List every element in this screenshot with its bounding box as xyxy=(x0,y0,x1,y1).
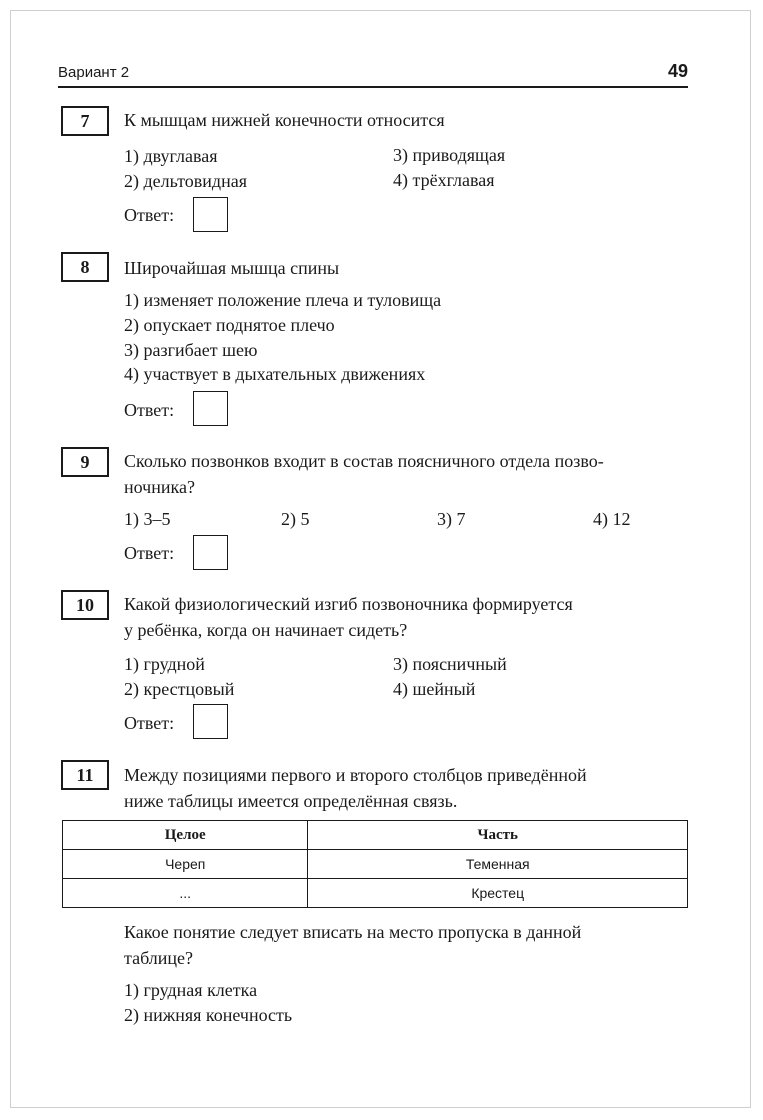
q10-answer-label: Ответ: xyxy=(124,713,175,733)
question-7-text: К мышцам нижней конечности относится xyxy=(124,110,445,130)
table-cell-blank: ... xyxy=(63,879,308,908)
q9-option-2: 2) 5 xyxy=(281,509,310,529)
question-7-number: 7 xyxy=(61,106,109,136)
question-11-prompt-line1: Какое понятие следует вписать на место пропуска в данной xyxy=(124,922,582,942)
q8-answer-label: Ответ: xyxy=(124,400,175,420)
table-header-row xyxy=(63,821,688,850)
q9-option-1: 1) 3–5 xyxy=(124,509,171,529)
question-10-text-line1: Какой физиологический изгиб позвоночника формируется xyxy=(124,594,573,614)
page-number: 49 xyxy=(667,61,688,81)
q11-option-1: 1) грудная клетка xyxy=(124,980,258,1000)
q8-option-3: 3) разгибает шею xyxy=(124,340,258,360)
variant-label: Вариант 2 xyxy=(58,64,130,81)
table-header-cell: Часть xyxy=(308,821,688,850)
question-9-text-line1: Сколько позвонков входит в состав поясничного отдела позво- xyxy=(124,451,604,471)
q7-option-2: 2) дельтовидная xyxy=(124,171,247,191)
question-8-number: 8 xyxy=(61,252,109,282)
question-9-text-line2: ночника? xyxy=(124,477,195,497)
q10-answer-box[interactable] xyxy=(193,704,228,739)
question-10-number: 10 xyxy=(61,590,109,620)
question-11-prompt-line2: таблице? xyxy=(124,948,194,968)
q8-option-2: 2) опускает поднятое плечо xyxy=(124,315,335,335)
q8-option-1: 1) изменяет положение плеча и туловища xyxy=(124,290,442,310)
table-row xyxy=(63,850,688,879)
table-cell: Теменная xyxy=(308,850,688,879)
q9-option-3: 3) 7 xyxy=(437,509,466,529)
question-11-text-line1: Между позициями первого и второго столбцов приведённой xyxy=(124,765,587,785)
q11-option-2: 2) нижняя конечность xyxy=(124,1005,293,1025)
table-cell: Крестец xyxy=(308,879,688,908)
q7-option-4: 4) трёхглавая xyxy=(393,170,495,190)
table-header-cell: Целое xyxy=(63,821,308,850)
q10-option-3: 3) поясничный xyxy=(393,654,507,674)
q9-option-4: 4) 12 xyxy=(593,509,631,529)
q7-option-3: 3) приводящая xyxy=(393,145,506,165)
q8-option-4: 4) участвует в дыхательных движениях xyxy=(124,364,426,384)
question-9-number: 9 xyxy=(61,447,109,477)
question-11-number: 11 xyxy=(61,760,109,790)
relation-table xyxy=(62,820,688,908)
q8-answer-box[interactable] xyxy=(193,391,228,426)
question-10-text-line2: у ребёнка, когда он начинает сидеть? xyxy=(124,620,408,640)
table-row xyxy=(63,879,688,908)
q9-answer-label: Ответ: xyxy=(124,543,175,563)
page-header xyxy=(58,60,688,88)
q10-option-2: 2) крестцовый xyxy=(124,679,235,699)
q10-option-4: 4) шейный xyxy=(393,679,476,699)
q7-answer-label: Ответ: xyxy=(124,205,175,225)
question-11-text-line2: ниже таблицы имеется определённая связь. xyxy=(124,791,458,811)
q9-answer-box[interactable] xyxy=(193,535,228,570)
q7-option-1: 1) двуглавая xyxy=(124,146,218,166)
question-8-text: Широчайшая мышца спины xyxy=(124,258,340,278)
q10-option-1: 1) грудной xyxy=(124,654,205,674)
q7-answer-box[interactable] xyxy=(193,197,228,232)
table-cell: Череп xyxy=(63,850,308,879)
